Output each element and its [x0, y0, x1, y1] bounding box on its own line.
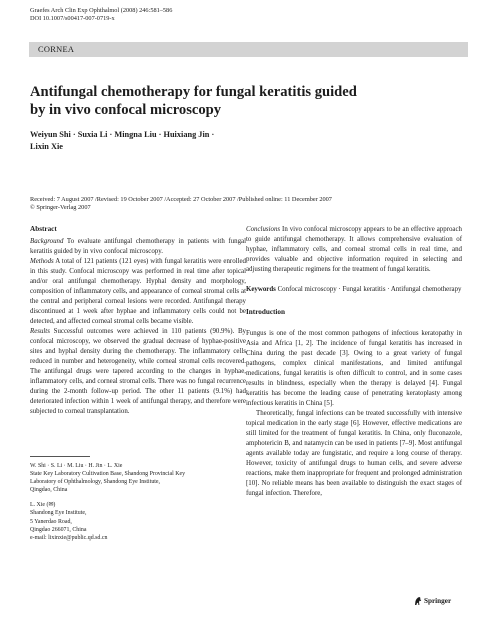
keywords — [246, 285, 462, 295]
abstract-methods — [30, 257, 246, 327]
background-text: To evaluate antifungal chemotherapy in patients with fungal keratitis guided by in vivo confocal microscopy. — [30, 238, 246, 255]
methods-text: A total of 121 patients (121 eyes) with fungal keratitis were enrolled in this study. Confocal microscopy was performed in real time after topical and/or oral antifungal chemotherapy. Hyphal density and morphology, composition of inflammatory cells, and appearance of corneal stromal cells at the central and peripheral corneal lesions were recorded. Antifungal therapy discontinued at 1 week after hyphae and inflammatory cells could not be detected, and affected corneal stromal cells became visible. — [30, 258, 246, 325]
background-label: Background — [30, 238, 64, 245]
correspondence-block — [30, 501, 240, 541]
introduction-heading: Introduction — [246, 308, 286, 316]
springer-horse-icon — [414, 596, 422, 606]
correspondence-line: Shandong Eye Institute, — [30, 510, 87, 517]
affiliation-authors: W. Shi · S. Li · M. Liu · H. Jin · L. Xie — [30, 463, 123, 469]
affiliation-line: Qingdao, China — [30, 487, 68, 494]
footnote-rule — [30, 456, 90, 457]
keywords-text: Confocal microscopy · Fungal keratitis · Antifungal chemotherapy — [275, 286, 462, 293]
abstract-conclusions — [246, 225, 462, 275]
abstract-background — [30, 237, 246, 257]
introduction-paragraph-1: Fungus is one of the most common pathogens of infectious keratopathy in Asia and Africa [1, 2]. The incidence of fungal keratitis has increased in China during the past decade [3]. Owing to a great variety of fungal pathogens, complex clinical manifestations, and limited antifungal medications, fungal keratitis is often difficult to control, and in some cases results in blindness, especially when the therapy is delayed [4]. Fungal keratitis has become the leading cause of penetrating keratoplasty among infectious keratitis in China [5]. — [246, 330, 462, 407]
abstract-heading: Abstract — [30, 225, 57, 233]
author-footnotes — [30, 462, 240, 549]
right-column — [246, 225, 462, 499]
results-label: Results — [30, 328, 50, 335]
affiliation-line: Laboratory of Ophthalmology, Shandong Eye Institute, — [30, 479, 161, 486]
keywords-label: Keywords — [246, 286, 276, 293]
authors-line-2: Lixin Xie — [30, 142, 63, 151]
article-title — [30, 83, 450, 119]
publisher-logo — [414, 596, 451, 606]
title-line-2: by in vivo confocal microscopy — [30, 102, 222, 118]
affiliation-line: State Key Laboratory Cultivation Base, Shandong Provincial Key — [30, 471, 186, 478]
copyright: © Springer-Verlag 2007 — [30, 204, 91, 211]
correspondence-email[interactable]: e-mail: lixinxie@public.qd.sd.cn — [30, 534, 108, 541]
affiliation-block — [30, 462, 240, 494]
doi: DOI 10.1007/s00417-007-0719-x — [30, 15, 115, 22]
abstract-column — [30, 224, 246, 417]
publisher-name: Springer — [424, 597, 452, 605]
results-text: Successful outcomes were achieved in 110 patients (90.9%). By confocal microscopy, we observed the gradual decrease of hyphae-positive sites and hyphal density during the chemotherapy. The inflammatory cells reduced in number and heterogeneity, while corneal stromal cells recovered. The antifungal drugs were tapered according to the changes in hyphae, inflammatory cells, and corneal stromal cells. There was no fungal recurrence during the 2-month follow-up period. The other 11 patients (9.1%) had deteriorated infection within 1 week of antifungal therapy, and therefore were subjected to corneal transplantation. — [30, 328, 246, 415]
section-banner — [29, 42, 468, 57]
title-line-1: Antifungal chemotherapy for fungal keratitis guided — [30, 84, 357, 100]
correspondence-name: L. Xie (✉) — [30, 502, 56, 509]
authors-line-1: Weiyun Shi · Suxia Li · Mingna Liu · Huixiang Jin · — [30, 130, 215, 139]
conclusions-label: Conclusions — [246, 226, 281, 233]
abstract-results — [30, 327, 246, 417]
introduction-paragraph-2: Theoretically, fungal infections can be treated successfully with intensive topical medication in the early stage [6]. However, effective medications are still limited for the treatment of fungal keratitis. In China, only fluconazole, amphotericin B, and natamycin can be used in patients [7–9]. Most antifungal agents available today are fungistatic, and require a long course of therapy. However, toxicity of antifungal drugs to human cells, and severe adverse reactions, make them inappropriate for frequent and prolonged administration [10]. No reliable means has been available to distinguish the exact stages of fungal infection. Therefore, — [246, 410, 462, 497]
publication-dates: Received: 7 August 2007 /Revised: 19 October 2007 /Accepted: 27 October 2007 /Published online: 11 December 2007 — [30, 196, 332, 203]
methods-label: Methods — [30, 258, 54, 265]
journal-citation: Graefes Arch Clin Exp Ophthalmol (2008) 246:581–586 — [30, 7, 173, 14]
conclusions-text: In vivo confocal microscopy appears to be an effective approach to guide antifungal chemotherapy. It allows comprehensive evaluation of hyphae, inflammatory cells, and corneal stromal cells in real time, and provides valuable and objective information required in selecting and adjusting therapeutic regimens for the treatment of fungal keratitis. — [246, 226, 462, 273]
author-list — [30, 129, 310, 153]
correspondence-line: 5 Yanerdao Road, — [30, 518, 72, 525]
section-label: CORNEA — [38, 45, 75, 54]
correspondence-line: Qingdao 266071, China — [30, 526, 87, 533]
